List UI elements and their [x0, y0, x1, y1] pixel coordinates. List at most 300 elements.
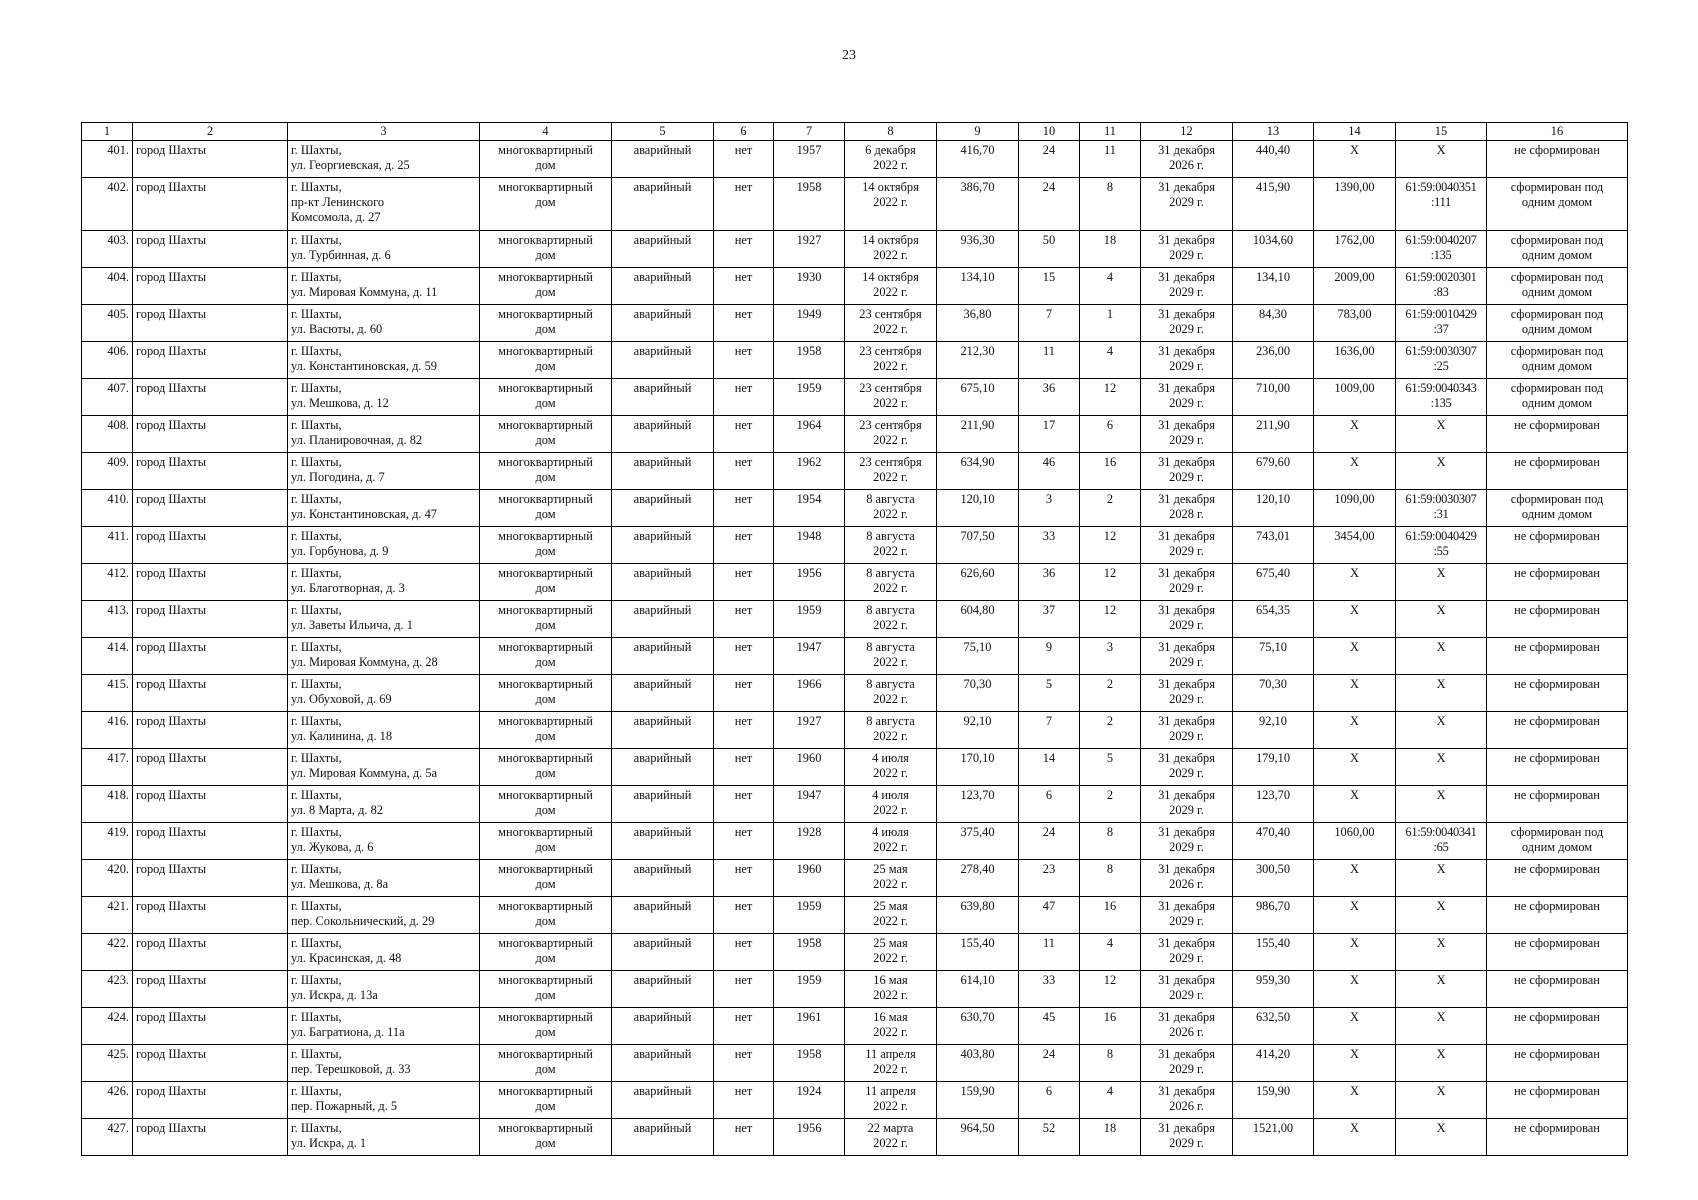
col-11: 1 [1080, 305, 1141, 342]
municipality: город Шахты [133, 675, 288, 712]
municipality: город Шахты [133, 897, 288, 934]
address [288, 490, 480, 527]
municipality: город Шахты [133, 490, 288, 527]
land-status-line: не сформирован [1514, 640, 1600, 654]
cadastral-number-line: :135 [1430, 248, 1452, 262]
row-number: 409. [82, 453, 133, 490]
land-status [1487, 416, 1628, 453]
col-11: 6 [1080, 416, 1141, 453]
building-type-line: многоквартирный [498, 455, 593, 469]
area: 123,70 [937, 786, 1019, 823]
building-type-line: дом [535, 1025, 556, 1039]
area: 675,10 [937, 379, 1019, 416]
col-14: 1060,00 [1314, 823, 1396, 860]
build-year: 1961 [774, 1008, 845, 1045]
recognition-date-line: 2022 г. [873, 951, 908, 965]
col-10: 7 [1019, 305, 1080, 342]
table-body [82, 141, 1628, 1156]
building-type-line: многоквартирный [498, 1047, 593, 1061]
address-line: ул. Константиновская, д. 47 [291, 507, 437, 521]
building-type-line: дом [535, 396, 556, 410]
build-year: 1964 [774, 416, 845, 453]
deadline-line: 31 декабря [1158, 677, 1215, 691]
cadastral-number [1396, 860, 1487, 897]
deadline [1141, 934, 1233, 971]
recognition-date [845, 601, 937, 638]
address-line: г. Шахты, [291, 825, 342, 839]
building-type-line: дом [535, 470, 556, 484]
cadastral-number-line: :65 [1433, 840, 1449, 854]
col-13: 123,70 [1233, 786, 1314, 823]
deadline [1141, 527, 1233, 564]
col-11: 5 [1080, 749, 1141, 786]
address [288, 749, 480, 786]
condition: аварийный [612, 564, 714, 601]
col-14: 2009,00 [1314, 268, 1396, 305]
recognition-date-line: 23 сентября [859, 344, 922, 358]
recognition-date-line: 14 октября [862, 270, 919, 284]
col-10: 33 [1019, 971, 1080, 1008]
col-14: X [1314, 1045, 1396, 1082]
building-type [480, 1008, 612, 1045]
area: 70,30 [937, 675, 1019, 712]
cadastral-number-line: X [1436, 862, 1446, 876]
address [288, 638, 480, 675]
recognition-date [845, 749, 937, 786]
deadline-line: 2029 г. [1169, 988, 1204, 1002]
col-11: 18 [1080, 1119, 1141, 1156]
deadline-line: 31 декабря [1158, 603, 1215, 617]
address-line: ул. Мешкова, д. 12 [291, 396, 389, 410]
cadastral-number [1396, 1119, 1487, 1156]
cadastral-number-line: X [1436, 677, 1446, 691]
land-status-line: не сформирован [1514, 1084, 1600, 1098]
col-13: 675,40 [1233, 564, 1314, 601]
building-type [480, 527, 612, 564]
land-status [1487, 178, 1628, 231]
municipality: город Шахты [133, 971, 288, 1008]
recognition-date-line: 2022 г. [873, 195, 908, 209]
land-status-line: сформирован под [1510, 344, 1604, 358]
municipality: город Шахты [133, 601, 288, 638]
table-row [82, 1008, 1628, 1045]
land-status [1487, 268, 1628, 305]
condition: аварийный [612, 971, 714, 1008]
recognition-date-line: 23 сентября [859, 381, 922, 395]
deadline [1141, 268, 1233, 305]
deadline [1141, 1045, 1233, 1082]
row-number: 416. [82, 712, 133, 749]
building-type-line: дом [535, 507, 556, 521]
col-6: нет [714, 601, 774, 638]
address-line: пер. Терешковой, д. 33 [291, 1062, 411, 1076]
build-year: 1958 [774, 178, 845, 231]
building-type-line: многоквартирный [498, 180, 593, 194]
area: 375,40 [937, 823, 1019, 860]
col-11: 12 [1080, 601, 1141, 638]
building-type-line: дом [535, 158, 556, 172]
building-type-line: дом [535, 988, 556, 1002]
building-type-line: многоквартирный [498, 143, 593, 157]
deadline [1141, 342, 1233, 379]
area: 416,70 [937, 141, 1019, 178]
deadline-line: 31 декабря [1158, 1047, 1215, 1061]
recognition-date [845, 527, 937, 564]
address-line: ул. Мировая Коммуна, д. 28 [291, 655, 438, 669]
deadline [1141, 749, 1233, 786]
col-6: нет [714, 823, 774, 860]
deadline-line: 2029 г. [1169, 322, 1204, 336]
deadline [1141, 601, 1233, 638]
row-number: 413. [82, 601, 133, 638]
col-14: X [1314, 1119, 1396, 1156]
condition: аварийный [612, 1082, 714, 1119]
building-type-line: дом [535, 433, 556, 447]
col-6: нет [714, 786, 774, 823]
recognition-date-line: 14 октября [862, 233, 919, 247]
column-header-16: 16 [1487, 123, 1628, 141]
deadline-line: 31 декабря [1158, 143, 1215, 157]
cadastral-number-line: :25 [1433, 359, 1449, 373]
deadline [1141, 305, 1233, 342]
col-14: X [1314, 416, 1396, 453]
deadline-line: 2029 г. [1169, 248, 1204, 262]
column-header-13: 13 [1233, 123, 1314, 141]
deadline-line: 2029 г. [1169, 433, 1204, 447]
cadastral-number-line: X [1436, 418, 1446, 432]
building-type-line: многоквартирный [498, 418, 593, 432]
cadastral-number-line: X [1436, 973, 1446, 987]
col-13: 155,40 [1233, 934, 1314, 971]
condition: аварийный [612, 712, 714, 749]
col-11: 8 [1080, 1045, 1141, 1082]
column-header-5: 5 [612, 123, 714, 141]
land-status [1487, 564, 1628, 601]
col-10: 15 [1019, 268, 1080, 305]
deadline [1141, 1082, 1233, 1119]
col-6: нет [714, 971, 774, 1008]
housing-registry-table [81, 122, 1628, 1156]
recognition-date-line: 2022 г. [873, 248, 908, 262]
land-status [1487, 934, 1628, 971]
deadline-line: 2029 г. [1169, 618, 1204, 632]
land-status-line: не сформирован [1514, 973, 1600, 987]
column-header-6: 6 [714, 123, 774, 141]
building-type-line: дом [535, 766, 556, 780]
cadastral-number-line: 61:59:0040343 [1405, 381, 1477, 395]
table-row [82, 453, 1628, 490]
land-status [1487, 141, 1628, 178]
deadline-line: 2026 г. [1169, 877, 1204, 891]
col-14: X [1314, 564, 1396, 601]
column-header-1: 1 [82, 123, 133, 141]
building-type-line: многоквартирный [498, 788, 593, 802]
land-status-line: не сформирован [1514, 566, 1600, 580]
recognition-date [845, 490, 937, 527]
row-number: 421. [82, 897, 133, 934]
recognition-date-line: 16 мая [873, 1010, 908, 1024]
building-type [480, 342, 612, 379]
deadline-line: 2029 г. [1169, 803, 1204, 817]
cadastral-number-line: 61:59:0020301 [1405, 270, 1477, 284]
land-status [1487, 823, 1628, 860]
build-year: 1958 [774, 1045, 845, 1082]
deadline-line: 2029 г. [1169, 914, 1204, 928]
col-11: 12 [1080, 527, 1141, 564]
area: 75,10 [937, 638, 1019, 675]
building-type-line: дом [535, 581, 556, 595]
cadastral-number [1396, 934, 1487, 971]
col-14: X [1314, 934, 1396, 971]
area: 36,80 [937, 305, 1019, 342]
area: 626,60 [937, 564, 1019, 601]
table-row [82, 379, 1628, 416]
col-13: 959,30 [1233, 971, 1314, 1008]
municipality: город Шахты [133, 231, 288, 268]
building-type [480, 749, 612, 786]
cadastral-number [1396, 971, 1487, 1008]
row-number: 420. [82, 860, 133, 897]
building-type-line: многоквартирный [498, 1010, 593, 1024]
condition: аварийный [612, 934, 714, 971]
col-11: 8 [1080, 823, 1141, 860]
col-13: 679,60 [1233, 453, 1314, 490]
col-6: нет [714, 268, 774, 305]
address [288, 178, 480, 231]
recognition-date-line: 23 сентября [859, 455, 922, 469]
table-row [82, 749, 1628, 786]
table-row [82, 1119, 1628, 1156]
address-line: г. Шахты, [291, 751, 342, 765]
address-line: ул. Красинская, д. 48 [291, 951, 402, 965]
cadastral-number-line: X [1436, 640, 1446, 654]
land-status [1487, 749, 1628, 786]
municipality: город Шахты [133, 823, 288, 860]
recognition-date-line: 2022 г. [873, 158, 908, 172]
land-status-line: не сформирован [1514, 1047, 1600, 1061]
building-type-line: дом [535, 692, 556, 706]
municipality: город Шахты [133, 786, 288, 823]
col-10: 9 [1019, 638, 1080, 675]
area: 403,80 [937, 1045, 1019, 1082]
recognition-date-line: 2022 г. [873, 285, 908, 299]
land-status-line: не сформирован [1514, 751, 1600, 765]
area: 614,10 [937, 971, 1019, 1008]
condition: аварийный [612, 231, 714, 268]
address-line: г. Шахты, [291, 270, 342, 284]
col-10: 7 [1019, 712, 1080, 749]
deadline [1141, 141, 1233, 178]
recognition-date-line: 2022 г. [873, 1099, 908, 1113]
build-year: 1960 [774, 860, 845, 897]
building-type [480, 141, 612, 178]
address [288, 675, 480, 712]
address [288, 934, 480, 971]
col-6: нет [714, 712, 774, 749]
land-status-line: сформирован под [1510, 233, 1604, 247]
page-number: 23 [842, 48, 856, 63]
table-row [82, 342, 1628, 379]
deadline-line: 31 декабря [1158, 899, 1215, 913]
building-type-line: многоквартирный [498, 1121, 593, 1135]
building-type [480, 823, 612, 860]
building-type [480, 305, 612, 342]
building-type-line: дом [535, 951, 556, 965]
building-type-line: многоквартирный [498, 270, 593, 284]
col-13: 236,00 [1233, 342, 1314, 379]
building-type-line: дом [535, 1099, 556, 1113]
recognition-date-line: 8 августа [866, 677, 915, 691]
col-14: X [1314, 638, 1396, 675]
col-14: X [1314, 897, 1396, 934]
col-14: X [1314, 601, 1396, 638]
col-14: 1762,00 [1314, 231, 1396, 268]
deadline [1141, 823, 1233, 860]
address-line: ул. Искра, д. 13а [291, 988, 378, 1002]
recognition-date-line: 25 мая [873, 936, 908, 950]
condition: аварийный [612, 268, 714, 305]
col-13: 440,40 [1233, 141, 1314, 178]
address-line: г. Шахты, [291, 640, 342, 654]
deadline [1141, 231, 1233, 268]
building-type-line: дом [535, 1136, 556, 1150]
land-status-line: одним домом [1521, 359, 1593, 373]
recognition-date [845, 971, 937, 1008]
deadline [1141, 490, 1233, 527]
cadastral-number [1396, 675, 1487, 712]
building-type [480, 178, 612, 231]
recognition-date-line: 2022 г. [873, 914, 908, 928]
col-11: 3 [1080, 638, 1141, 675]
col-11: 8 [1080, 860, 1141, 897]
recognition-date-line: 25 мая [873, 899, 908, 913]
municipality: город Шахты [133, 416, 288, 453]
deadline-line: 2029 г. [1169, 195, 1204, 209]
deadline-line: 2029 г. [1169, 285, 1204, 299]
address-line: г. Шахты, [291, 455, 342, 469]
land-status [1487, 1082, 1628, 1119]
address-line: ул. Погодина, д. 7 [291, 470, 385, 484]
address-line: г. Шахты, [291, 418, 342, 432]
deadline-line: 31 декабря [1158, 270, 1215, 284]
address-line: г. Шахты, [291, 1121, 342, 1135]
table-row [82, 141, 1628, 178]
row-number: 411. [82, 527, 133, 564]
recognition-date [845, 178, 937, 231]
build-year: 1959 [774, 897, 845, 934]
deadline [1141, 712, 1233, 749]
col-10: 47 [1019, 897, 1080, 934]
col-6: нет [714, 564, 774, 601]
address [288, 712, 480, 749]
building-type-line: многоквартирный [498, 899, 593, 913]
recognition-date-line: 25 мая [873, 862, 908, 876]
building-type [480, 934, 612, 971]
col-10: 5 [1019, 675, 1080, 712]
address-line: ул. Калинина, д. 18 [291, 729, 393, 743]
row-number: 405. [82, 305, 133, 342]
land-status [1487, 342, 1628, 379]
address-line: ул. Багратиона, д. 11а [291, 1025, 405, 1039]
col-14: 1009,00 [1314, 379, 1396, 416]
col-11: 12 [1080, 379, 1141, 416]
land-status-line: не сформирован [1514, 143, 1600, 157]
address-line: г. Шахты, [291, 180, 342, 194]
col-13: 470,40 [1233, 823, 1314, 860]
build-year: 1947 [774, 638, 845, 675]
municipality: город Шахты [133, 1119, 288, 1156]
deadline-line: 31 декабря [1158, 418, 1215, 432]
recognition-date [845, 823, 937, 860]
table-row [82, 416, 1628, 453]
col-14: 1390,00 [1314, 178, 1396, 231]
address-line: г. Шахты, [291, 529, 342, 543]
deadline [1141, 971, 1233, 1008]
table-row [82, 231, 1628, 268]
col-10: 11 [1019, 342, 1080, 379]
col-6: нет [714, 342, 774, 379]
land-status-line: не сформирован [1514, 418, 1600, 432]
deadline-line: 31 декабря [1158, 825, 1215, 839]
cadastral-number-line: 61:59:0030307 [1405, 492, 1477, 506]
building-type-line: дом [535, 655, 556, 669]
building-type-line: дом [535, 322, 556, 336]
deadline-line: 31 декабря [1158, 751, 1215, 765]
column-header-8: 8 [845, 123, 937, 141]
deadline [1141, 897, 1233, 934]
col-11: 2 [1080, 786, 1141, 823]
recognition-date-line: 11 апреля [865, 1047, 916, 1061]
municipality: город Шахты [133, 305, 288, 342]
address [288, 1045, 480, 1082]
address-line: г. Шахты, [291, 1010, 342, 1024]
condition: аварийный [612, 638, 714, 675]
column-header-9: 9 [937, 123, 1019, 141]
col-6: нет [714, 416, 774, 453]
condition: аварийный [612, 1119, 714, 1156]
address [288, 564, 480, 601]
col-10: 6 [1019, 1082, 1080, 1119]
condition: аварийный [612, 490, 714, 527]
deadline [1141, 564, 1233, 601]
address-line: ул. Жукова, д. 6 [291, 840, 374, 854]
recognition-date-line: 23 сентября [859, 418, 922, 432]
deadline-line: 2029 г. [1169, 1062, 1204, 1076]
cadastral-number [1396, 490, 1487, 527]
recognition-date [845, 897, 937, 934]
cadastral-number-line: X [1436, 788, 1446, 802]
recognition-date-line: 2022 г. [873, 396, 908, 410]
building-type [480, 601, 612, 638]
col-13: 92,10 [1233, 712, 1314, 749]
address-line: ул. Мировая Коммуна, д. 11 [291, 285, 438, 299]
building-type-line: многоквартирный [498, 862, 593, 876]
table-row [82, 860, 1628, 897]
building-type-line: многоквартирный [498, 381, 593, 395]
cadastral-number [1396, 231, 1487, 268]
col-11: 16 [1080, 453, 1141, 490]
recognition-date [845, 860, 937, 897]
address-line: ул. 8 Марта, д. 82 [291, 803, 384, 817]
recognition-date-line: 2022 г. [873, 1025, 908, 1039]
land-status-line: не сформирован [1514, 899, 1600, 913]
address-line: ул. Горбунова, д. 9 [291, 544, 389, 558]
col-10: 11 [1019, 934, 1080, 971]
recognition-date-line: 11 апреля [865, 1084, 916, 1098]
municipality: город Шахты [133, 268, 288, 305]
deadline-line: 31 декабря [1158, 973, 1215, 987]
recognition-date [845, 141, 937, 178]
